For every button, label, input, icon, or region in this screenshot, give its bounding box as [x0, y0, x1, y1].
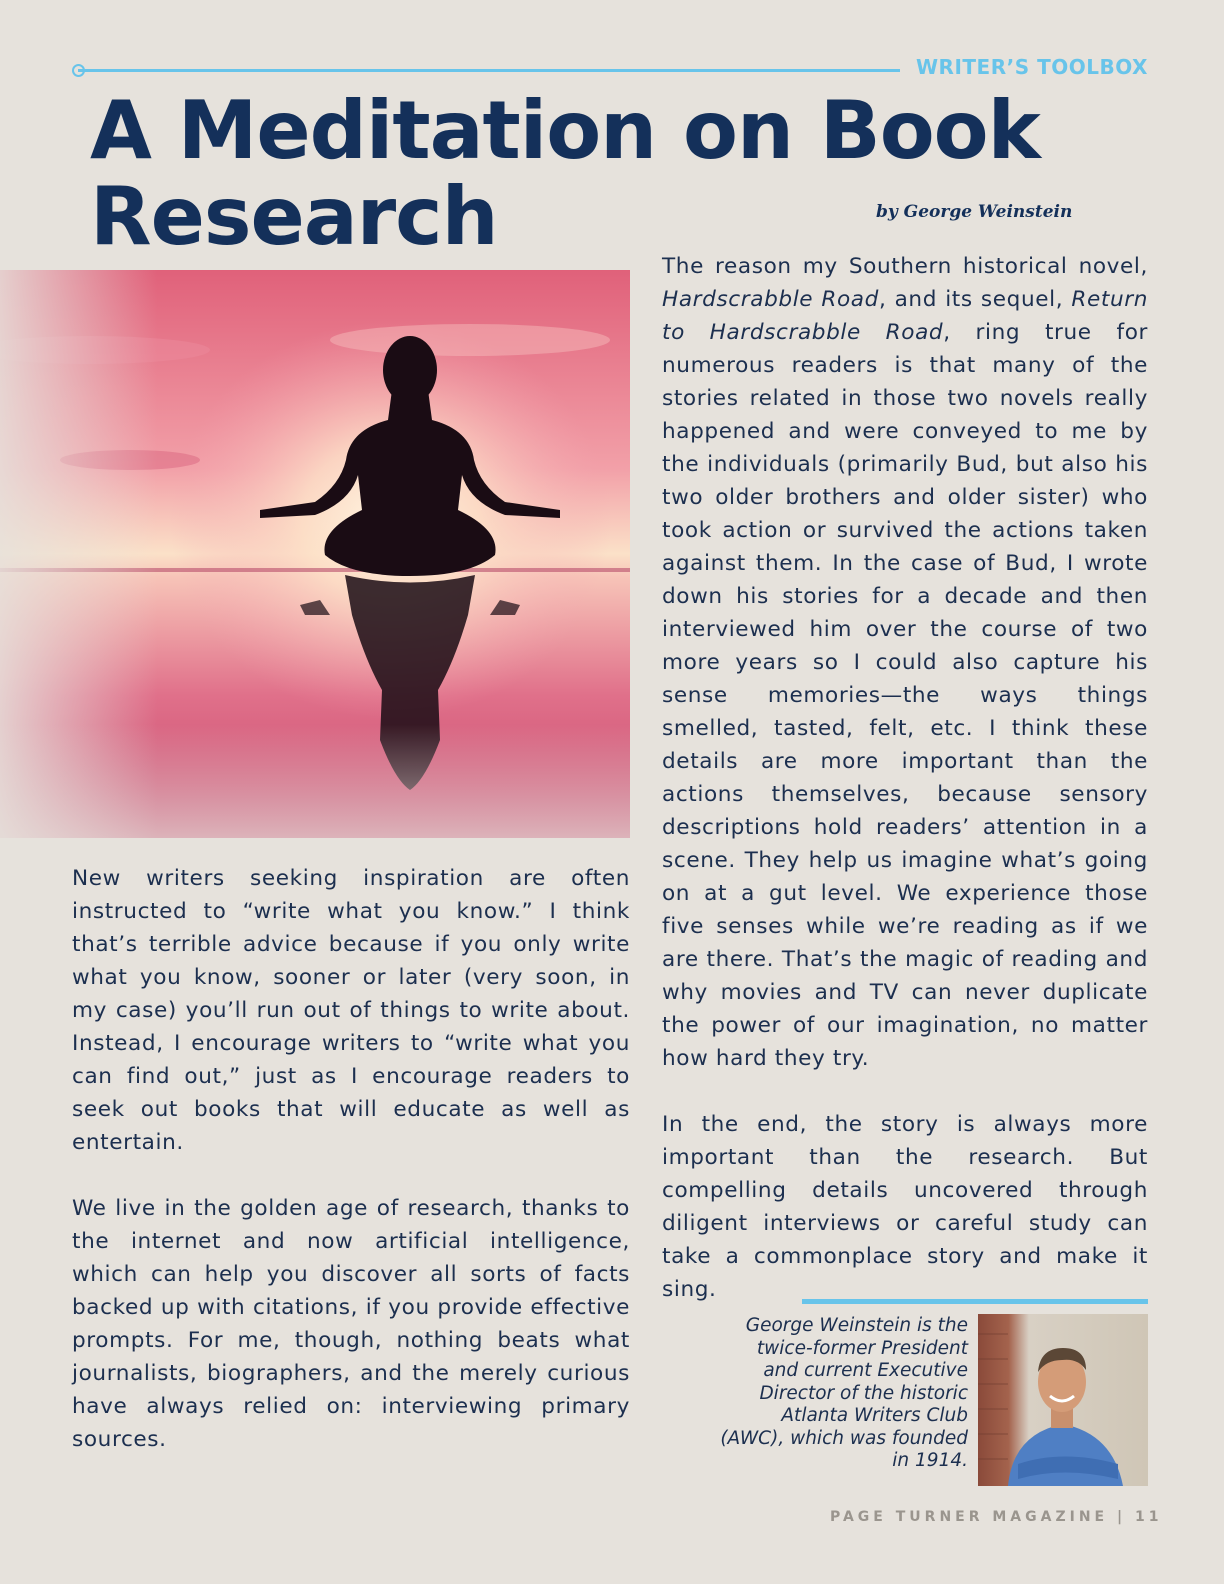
right-paragraph-2: In the end, the story is always more important than the research. But compelling details uncovered through diligent interviews or careful study can take a commonplace story and make it sing.	[662, 1112, 1148, 1302]
top-rule	[78, 69, 900, 72]
hero-image	[0, 270, 630, 838]
right-column	[662, 250, 1148, 1339]
author-photo	[978, 1314, 1148, 1486]
right-paragraph-1	[662, 250, 1148, 1075]
left-column	[72, 862, 630, 1489]
bio-divider	[802, 1299, 1148, 1304]
book-title-hardscrabble-road: Hardscrabble Road	[662, 287, 879, 312]
right-p1-text-a: The reason my Southern historical novel,	[662, 254, 1148, 279]
book-title-return-to-hardscrabble-road: Return to Hardscrabble Road	[662, 287, 1148, 345]
author-bio: George Weinstein is the twice-former President and current Executive Director of the historic Atlanta Writers Club (AWC), which was founded in 1914.	[720, 1315, 968, 1471]
author-portrait-image	[978, 1314, 1148, 1486]
right-p1-text-c: , ring true for numerous readers is that many of the stories related in those two novels really happened and were conveyed to me by the individuals (primarily Bud, but also his two older brothers and older sister) who took action or survived the actions taken against them. In the case of Bud, I wrote down his stories for a decade and then interviewed him over the course of two more years so I could also capture his sense memories—the ways things smelled, tasted, felt, etc. I think these details are more important than the actions themselves, because sensory descriptions hold readers’ attention in a scene. They help us imagine what’s going on at a gut level. We experience those five senses while we’re reading as if we are there. That’s the magic of reading and why movies and TV can never duplicate the power of our imagination, no matter how hard they try.	[662, 320, 1148, 1071]
left-paragraph-1: New writers seeking inspiration are often instructed to “write what you know.” I think that’s terrible advice because if you only write what you know, sooner or later (very soon, in my case) you’ll run out of things to write about. Instead, I encourage writers to “write what you can find out,” just as I encourage readers to seek out books that will educate as well as entertain.	[72, 866, 630, 1155]
right-p1-text-b: , and its sequel,	[878, 287, 1072, 312]
title-line-1: A Meditation on Book	[90, 84, 1040, 177]
byline: by George Weinstein	[876, 202, 1073, 222]
title-line-2: Research	[90, 170, 498, 263]
section-label: WRITER’S TOOLBOX	[916, 55, 1148, 79]
page-footer: PAGE TURNER MAGAZINE | 11	[830, 1509, 1163, 1525]
left-paragraph-2: We live in the golden age of research, thanks to the internet and now artificial intelligence, which can help you discover all sorts of facts backed up with citations, if you provide effective prompts. For me, though, nothing beats what journalists, biographers, and the merely curious have always relied on: interviewing primary sources.	[72, 1196, 630, 1452]
article-title	[90, 84, 1050, 263]
meditation-silhouette-image	[0, 270, 630, 838]
